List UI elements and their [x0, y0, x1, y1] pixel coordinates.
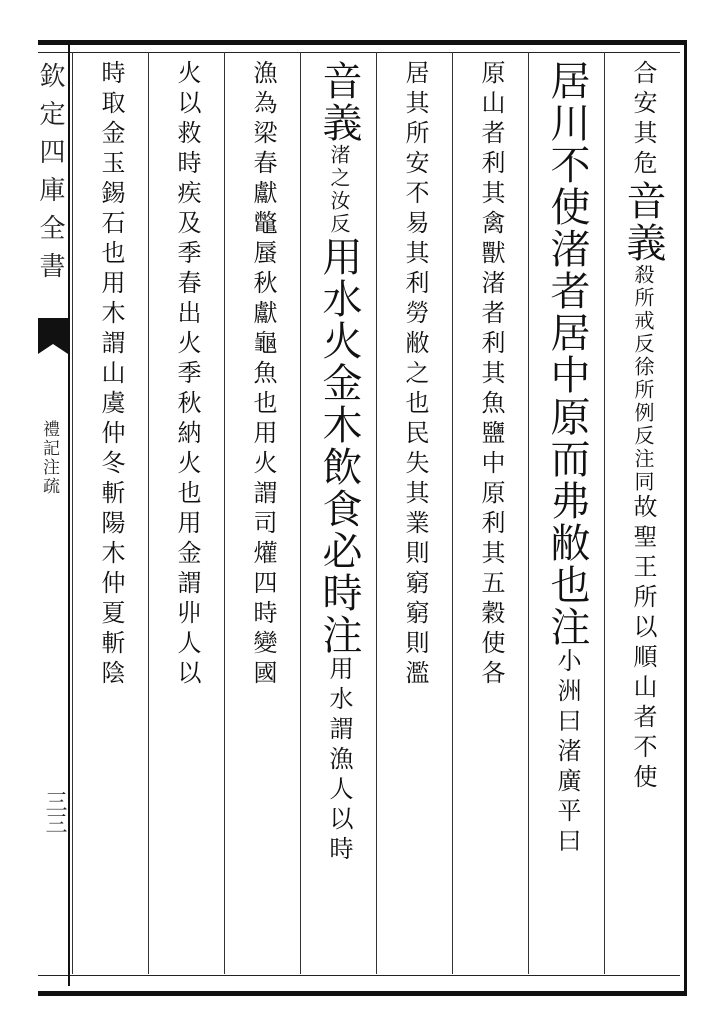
collection-title: 欽定四庫全書 [35, 62, 65, 290]
text-segment: 火以救時疾及季春出火季秋納火也用金謂丱人以 [173, 60, 201, 690]
text-segment: 音義 [316, 60, 362, 144]
text-segment: 注 [316, 614, 362, 656]
text-segment: 漁為梁春獻鼈蜃秋獻龜魚也用火謂司爟四時變國 [249, 60, 277, 690]
column-text [149, 60, 225, 690]
text-column [604, 52, 681, 974]
fish-tail-mark [38, 318, 68, 344]
column-text [453, 60, 529, 690]
text-column [72, 52, 149, 974]
text-column [148, 52, 225, 974]
column-text [605, 60, 681, 794]
column-text [377, 60, 453, 690]
text-segment: 原山者利其禽獸渚者利其魚鹽中原利其五穀使各 [477, 60, 505, 690]
column-text [225, 60, 301, 690]
text-segment: 故聖王所以順山者不使 [629, 494, 657, 794]
text-segment: 居其所安不易其利勞敝之也民失其業則窮窮則濫 [401, 60, 429, 690]
book-title: 禮記注疏 [39, 420, 59, 496]
text-segment: 注 [544, 606, 590, 648]
text-column [528, 52, 605, 974]
text-column [300, 52, 377, 974]
text-column [376, 52, 453, 974]
text-segment: 用水火金木飲食必時 [316, 236, 362, 614]
text-segment: 用水謂漁人以時 [325, 656, 353, 866]
interlinear-note: 殺所戒反徐所例反注同 [631, 264, 655, 494]
column-text [301, 60, 377, 866]
page-number: 三三 [42, 790, 67, 834]
text-segment: 居川不使渚者居中原而弗敝也 [544, 60, 590, 606]
text-segment: 合安其危 [629, 60, 657, 180]
column-text [529, 60, 605, 858]
text-column [452, 52, 529, 974]
interlinear-note: 渚之汝反 [327, 144, 351, 236]
text-column [224, 52, 301, 974]
text-segment: 音義 [620, 180, 666, 264]
text-segment: 時取金玉錫石也用木謂山虞仲冬斬陽木仲夏斬陰 [97, 60, 125, 690]
column-text [73, 60, 149, 690]
text-segment: 小洲曰渚廣平曰 [553, 648, 581, 858]
